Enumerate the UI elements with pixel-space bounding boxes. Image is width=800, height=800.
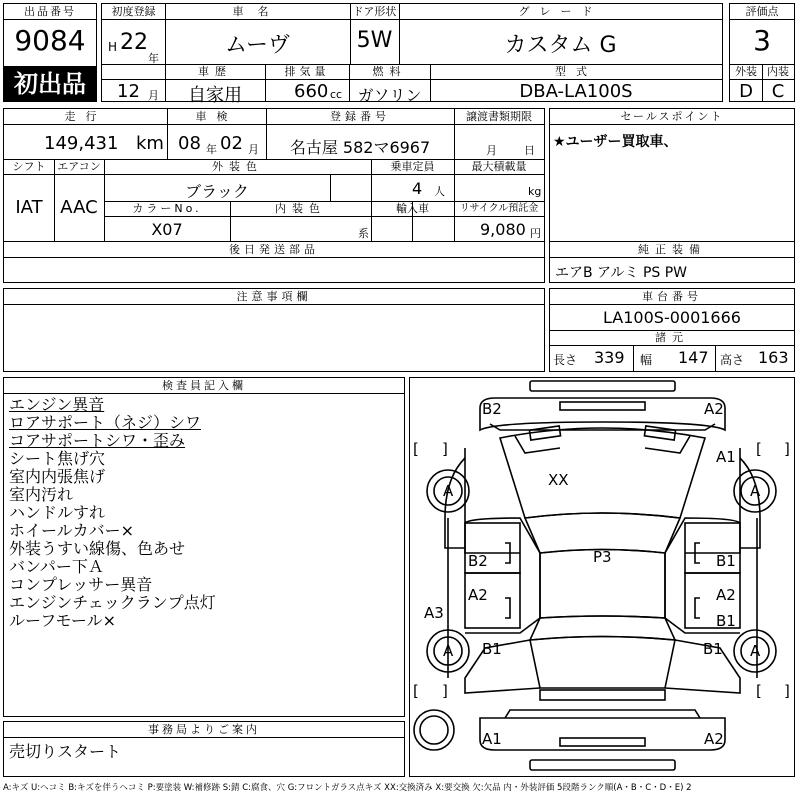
header-box xyxy=(101,3,723,106)
bracket-front-right-close: ] xyxy=(784,440,790,458)
ext-color: ブラック xyxy=(185,182,249,201)
transfer-label: 譲渡書類期限 xyxy=(466,110,532,123)
transfer-month: 月 xyxy=(486,144,497,157)
note-item: ハンドルすれ xyxy=(9,503,106,522)
chassis-box xyxy=(549,288,795,372)
bracket-rear-left: [ xyxy=(413,682,419,700)
ext-grade-label: 外装 xyxy=(735,65,757,78)
damage-mark-left-front-door: B2 xyxy=(468,552,488,570)
int-color-label: 内装色 xyxy=(275,202,326,215)
damage-mark-wheel-rear-left: A xyxy=(443,642,454,660)
sales-point-label: セールスポイント xyxy=(550,109,794,125)
model-label: 型式 xyxy=(555,65,597,78)
width-label: 幅 xyxy=(640,353,653,367)
inspector-notes xyxy=(9,396,404,630)
details-box xyxy=(3,108,545,242)
history: 自家用 xyxy=(188,85,242,106)
lot-number-box xyxy=(3,3,97,102)
reg-number: 名古屋 582マ6967 xyxy=(289,138,431,157)
int-grade: C xyxy=(771,81,785,102)
first-listing-badge: 初出品 xyxy=(3,66,97,102)
ac: AAC xyxy=(60,197,98,218)
mileage-label: 走行 xyxy=(64,110,107,123)
height: 163 xyxy=(758,348,789,367)
score: 3 xyxy=(753,24,771,57)
load-label: 最大積載量 xyxy=(471,160,527,173)
damage-mark-wheel-front-left: A xyxy=(443,482,454,500)
note-item: コアサポートシワ・歪み xyxy=(9,431,186,450)
recycle-label: リサイクル預託金 xyxy=(459,203,539,214)
damage-mark-right-rear-door-b: B1 xyxy=(716,612,736,630)
capacity: 4 xyxy=(412,179,423,198)
bracket-front-left: [ xyxy=(413,440,419,458)
note-item: ホイールカバー× xyxy=(9,521,135,540)
caution-box xyxy=(3,288,545,372)
ext-color-label: 外装色 xyxy=(212,160,263,173)
displacement: 660 xyxy=(294,81,329,102)
length: 339 xyxy=(594,348,625,367)
disp-unit: cc xyxy=(330,88,343,101)
genuine-equipment-label: 純正装備 xyxy=(550,242,794,258)
damage-mark-rear-bumper-left: A1 xyxy=(482,730,502,748)
damage-mark-hood: XX xyxy=(548,471,569,489)
mileage: 149,431 xyxy=(44,133,119,154)
score-label: 評価点 xyxy=(730,4,794,20)
damage-mark-left-rear-door: A2 xyxy=(468,586,488,604)
later-parts-label: 後日発送部品 xyxy=(4,242,544,258)
inspector-box xyxy=(3,377,405,717)
bracket-front-left-close: ] xyxy=(442,440,448,458)
damage-diagram-box xyxy=(409,377,795,777)
first-reg-month: 12 xyxy=(117,81,140,102)
first-reg-label: 初度登録 xyxy=(111,5,156,18)
inspection-year-unit: 年 xyxy=(206,143,217,156)
door-type: 5W xyxy=(356,28,393,53)
color-no: X07 xyxy=(151,220,183,239)
damage-mark-roof: P3 xyxy=(593,548,612,566)
genuine-equipment-box xyxy=(549,241,795,283)
recycle-unit: 円 xyxy=(530,227,541,240)
legend: A:キズ U:ヘコミ B:キズを伴うヘコミ P:要塗装 W:補修跡 S:錆 C:腐食、穴 G:フロントガラス点キズ XX:交換済み X:要交換 欠:欠品 内・外装評価 5段階ランク順(A・B・C・D・E) 2 xyxy=(3,783,692,793)
color-no-label: カラーNo. xyxy=(132,202,202,215)
era: H xyxy=(108,40,118,54)
sales-point-box xyxy=(549,108,795,242)
inspector-label: 検査員記入欄 xyxy=(4,378,404,394)
damage-mark-front-bumper-right: A2 xyxy=(704,400,724,418)
note-item: ルーフモール× xyxy=(9,611,117,630)
damage-mark-right-quarter: B1 xyxy=(703,640,723,658)
shift-label: シフト xyxy=(12,160,46,173)
shift: IAT xyxy=(15,197,43,218)
transfer-day: 日 xyxy=(524,144,535,157)
model-code: DBA-LA100S xyxy=(519,81,633,102)
inspection-label: 車検 xyxy=(195,110,238,123)
note-item: 外装うすい線傷、色あせ xyxy=(9,539,186,558)
damage-mark-left-sill: A3 xyxy=(424,604,444,622)
note-item: 室内内張焦げ xyxy=(9,467,106,486)
bracket-rear-right-close: ] xyxy=(784,682,790,700)
capacity-unit: 人 xyxy=(434,185,445,198)
note-item: ロアサポート（ネジ）シワ xyxy=(9,413,202,432)
lot-number: 9084 xyxy=(14,24,86,57)
length-label: 長さ xyxy=(553,353,578,367)
load-unit: kg xyxy=(528,185,542,198)
year-unit: 年 xyxy=(148,52,159,65)
recycle-fee: 9,080 xyxy=(480,220,526,239)
int-color-unit: 系 xyxy=(358,227,369,240)
car-diagram xyxy=(410,378,793,775)
fuel-label: 燃料 xyxy=(372,65,407,78)
inspection-month-unit: 月 xyxy=(248,143,259,156)
damage-mark-rear-bumper-right: A2 xyxy=(704,730,724,748)
car-name-label: 車名 xyxy=(232,5,283,18)
first-reg-year: 22 xyxy=(120,30,148,55)
chassis-label: 車台番号 xyxy=(550,289,794,305)
height-label: 高さ xyxy=(720,353,745,367)
later-parts-box xyxy=(3,241,545,283)
inspection-year: 08 xyxy=(178,133,201,154)
note-item: 室内汚れ xyxy=(9,485,74,504)
int-grade-label: 内装 xyxy=(767,65,789,78)
chassis-number: LA100S-0001666 xyxy=(603,308,741,327)
damage-mark-right-front-door: B1 xyxy=(716,552,736,570)
damage-mark-right-fender: A1 xyxy=(716,448,736,466)
note-item: エンジンチェックランプ点灯 xyxy=(9,593,216,612)
grade: カスタム G xyxy=(504,33,617,58)
ac-label: エアコン xyxy=(57,160,101,173)
fuel: ガソリン xyxy=(357,86,422,105)
note-item: シート焦げ穴 xyxy=(9,449,106,468)
month-unit: 月 xyxy=(148,89,159,102)
office-label: 事務局よりご案内 xyxy=(4,722,404,738)
bracket-rear-right: [ xyxy=(756,682,762,700)
damage-mark-left-quarter: B1 xyxy=(482,640,502,658)
damage-mark-wheel-rear-right: A xyxy=(750,642,761,660)
disp-label: 排気量 xyxy=(284,65,330,78)
genuine-equipment: エアB アルミ PS PW xyxy=(555,265,688,281)
note-item: コンプレッサー異音 xyxy=(9,575,153,594)
bracket-rear-left-close: ] xyxy=(442,682,448,700)
bracket-front-right: [ xyxy=(756,440,762,458)
door-label: ドア形状 xyxy=(352,5,397,18)
width: 147 xyxy=(678,348,709,367)
history-label: 車歴 xyxy=(198,65,232,78)
ext-grade: D xyxy=(739,81,753,102)
damage-mark-front-bumper-left: B2 xyxy=(482,400,502,418)
damage-mark-wheel-front-right: A xyxy=(750,482,761,500)
caution-label: 注意事項欄 xyxy=(4,289,544,305)
damage-mark-right-rear-door-a: A2 xyxy=(716,586,736,604)
reg-number-label: 登録番号 xyxy=(330,110,390,123)
note-item: エンジン異音 xyxy=(9,395,105,414)
score-box xyxy=(729,3,795,102)
mileage-unit: km xyxy=(136,133,164,154)
office-text: 売切りスタート xyxy=(9,742,122,761)
car-name: ムーヴ xyxy=(225,33,290,58)
lot-number-label: 出品番号 xyxy=(4,4,96,20)
office-box xyxy=(3,721,405,777)
note-item: バンパー下Ａ xyxy=(9,557,104,576)
sales-point-text: ★ユーザー買取車、 xyxy=(553,134,678,150)
dims-label: 諸元 xyxy=(655,331,689,344)
capacity-label: 乗車定員 xyxy=(390,160,435,173)
grade-label: グレード xyxy=(518,5,603,18)
inspection-month: 02 xyxy=(220,133,243,154)
import-label: 輸入車 xyxy=(396,202,429,215)
